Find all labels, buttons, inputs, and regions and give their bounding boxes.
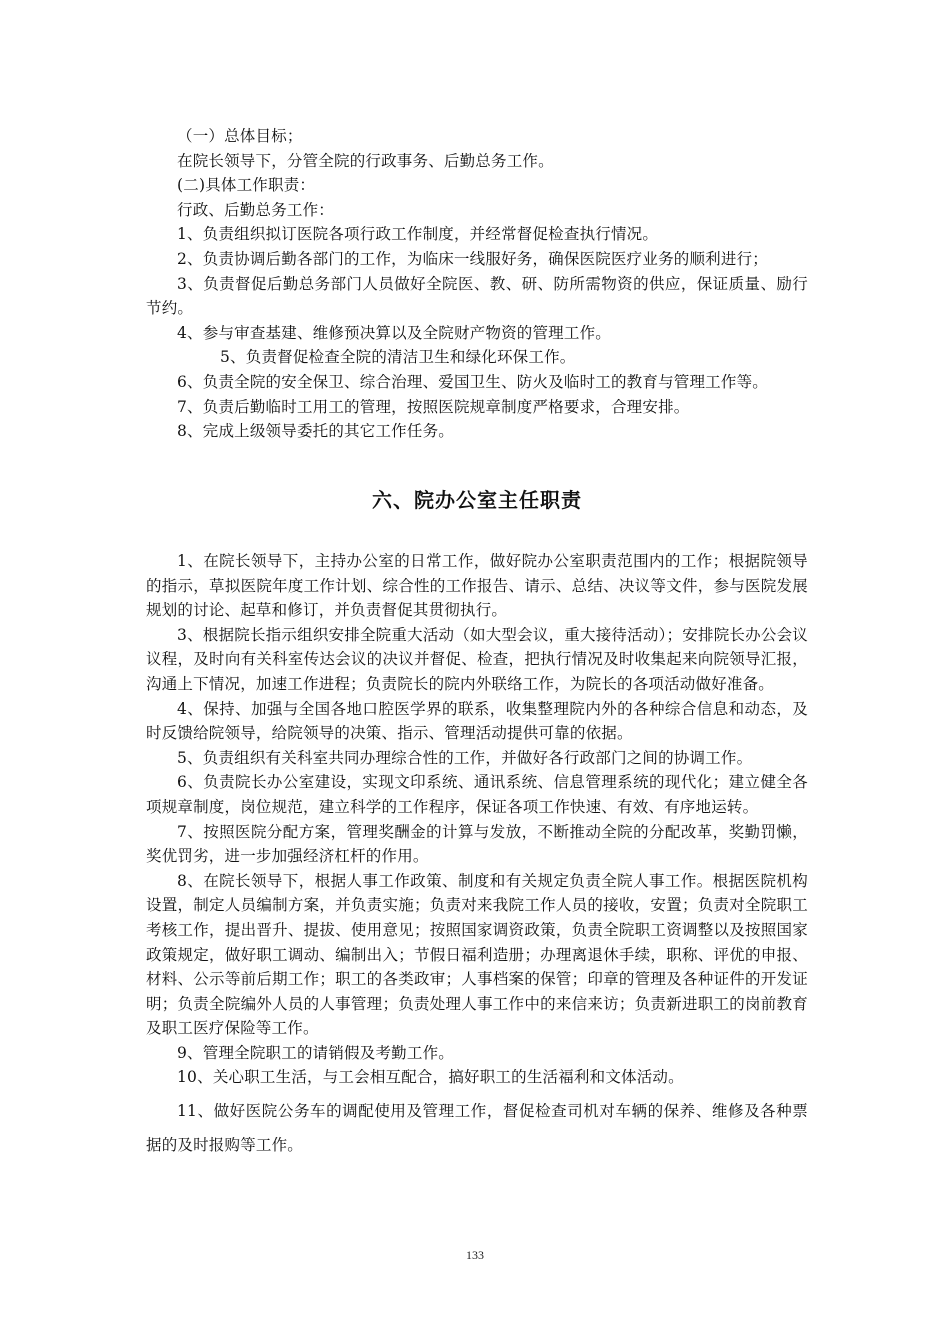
page-content [146, 124, 808, 1162]
duty-paragraph: 4、保持、加强与全国各地口腔医学界的联系，收集整理院内外的各种综合信息和动态，及时反馈给院领导，给院领导的决策、指示、管理活动提供可靠的依据。 [146, 699, 808, 743]
office-director-duties [146, 549, 808, 1162]
duty-item: 2、负责协调后勤各部门的工作，为临床一线服好务，确保医院医疗业务的顺利进行； [177, 249, 768, 268]
duty-item: 3、负责督促后勤总务部门人员做好全院医、教、研、防所需物资的供应，保证质量、励行节约。 [146, 274, 808, 318]
duty-paragraph: 1、在院长领导下，主持办公室的日常工作，做好院办公室职责范围内的工作；根据院领导的指示，草拟医院年度工作计划、综合性的工作报告、请示、总结、决议等文件，参与医院发展规划的讨论、起草和修订，并负责督促其贯彻执行。 [146, 552, 808, 620]
specific-duties-heading: (二)具体工作职责： [177, 176, 316, 195]
duty-item: 8、完成上级领导委托的其它工作任务。 [177, 422, 454, 441]
duty-paragraph: 5、负责组织有关科室共同办理综合性的工作，并做好各行政部门之间的协调工作。 [177, 748, 753, 767]
duty-item: 4、参与审查基建、维修预决算以及全院财产物资的管理工作。 [177, 323, 611, 342]
page-number: 133 [466, 1248, 484, 1262]
section-title: 六、院办公室主任职责 [372, 488, 582, 512]
duty-paragraph: 10、关心职工生活，与工会相互配合，搞好职工的生活福利和文体活动。 [177, 1068, 684, 1087]
overall-goal-heading: （一）总体目标； [177, 127, 303, 145]
duty-paragraph: 7、按照医院分配方案，管理奖酬金的计算与发放，不断推动全院的分配改革，奖勤罚懒，奖优罚劣，进一步加强经济杠杆的作用。 [146, 822, 808, 866]
duty-paragraph: 3、根据院长指示组织安排全院重大活动（如大型会议，重大接待活动）；安排院长办公会议议程，及时向有关科室传达会议的决议并督促、检查，把执行情况及时收集起来向院领导汇报，沟通上下情况，加速工作进程；负责院长的院内外联络工作，为院长的各项活动做好准备。 [146, 625, 808, 693]
duty-paragraph: 11、做好医院公务车的调配使用及管理工作，督促检查司机对车辆的保养、维修及各种票据的及时报购等工作。 [146, 1102, 808, 1155]
duty-item: 1、负责组织拟订医院各项行政工作制度，并经常督促检查执行情况。 [177, 225, 659, 244]
duty-paragraph: 9、管理全院职工的请销假及考勤工作。 [177, 1043, 454, 1062]
duty-paragraph: 6、负责院长办公室建设，实现文印系统、通讯系统、信息管理系统的现代化；建立健全各项规章制度，岗位规范，建立科学的工作程序，保证各项工作快速、有效、有序地运转。 [146, 773, 808, 816]
duty-item: 7、负责后勤临时工用工的管理，按照医院规章制度严格要求，合理安排。 [177, 397, 690, 416]
admin-logistics-duties [146, 124, 808, 450]
duty-item: 6、负责全院的安全保卫、综合治理、爱国卫生、防火及临时工的教育与管理工作等。 [177, 372, 768, 391]
overall-goal-text: 在院长领导下，分管全院的行政事务、后勤总务工作。 [177, 151, 554, 170]
duty-paragraph: 8、在院长领导下，根据人事工作政策、制度和有关规定负责全院人事工作。根据医院机构设置，制定人员编制方案，并负责实施；负责对来我院工作人员的接收，安置；负责对全院职工考核工作，提出晋升、提拔、使用意见；按照国家调资政策，负责全院职工资调整以及按照国家政策规定，做好职工调动、编制出入；节假日福利造册；办理离退休手续，职称、评优的申报、材料、公示等前后期工作；职工的各类政审；人事档案的保管；印章的管理及各种证件的开发证明；负责全院编外人员的人事管理；负责处理人事工作中的来信来访；负责新进职工的岗前教育及职工医疗保险等工作。 [146, 871, 808, 1038]
admin-logistics-heading: 行政、后勤总务工作： [177, 200, 335, 219]
duty-item: 5、负责督促检查全院的清洁卫生和绿化环保工作。 [220, 348, 576, 367]
